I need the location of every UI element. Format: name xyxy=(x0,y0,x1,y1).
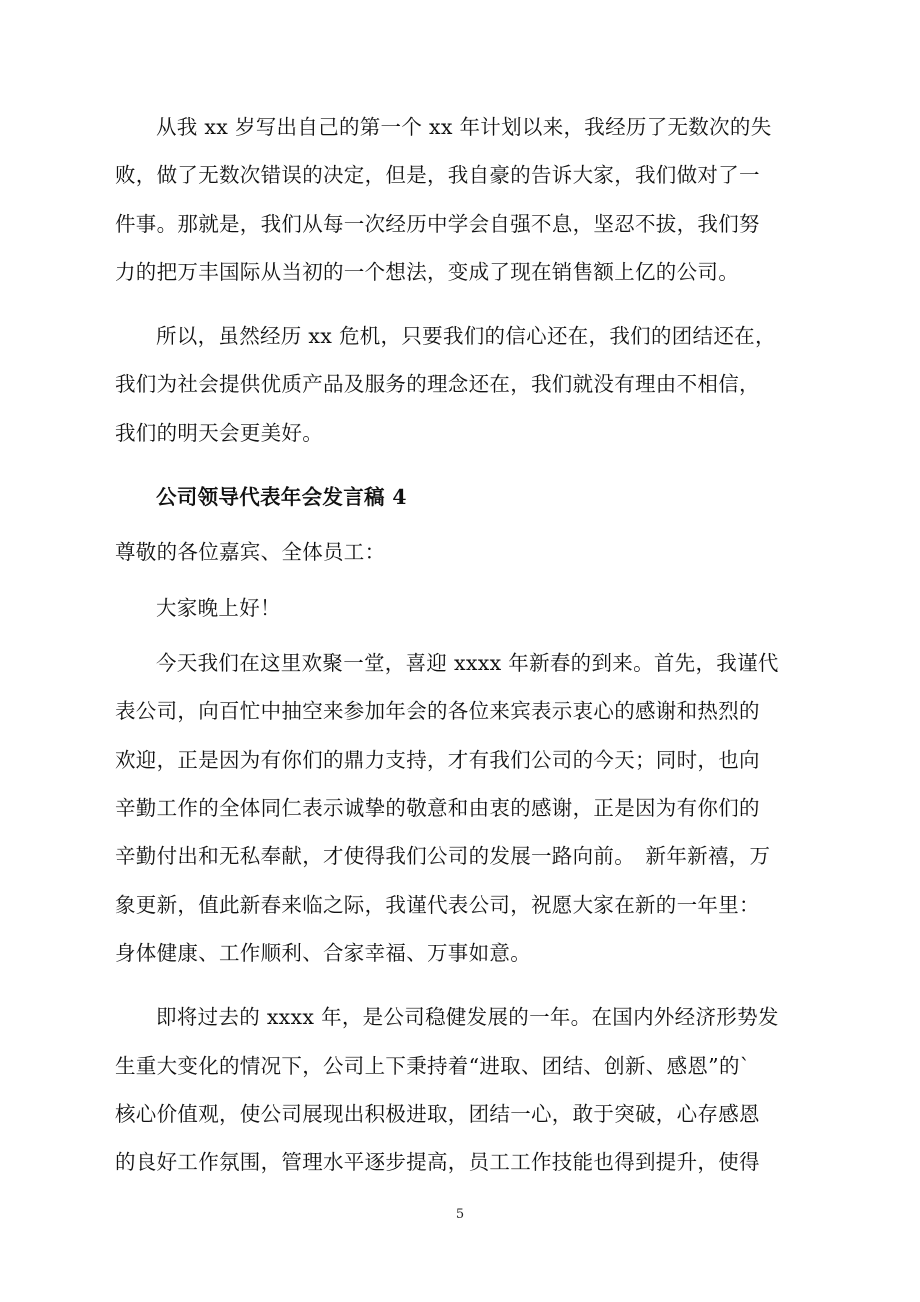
text-line: 核心价值观，使公司展现出积极进取，团结一心，敢于突破，心存感恩 xyxy=(115,1101,760,1126)
paragraph-confidence xyxy=(115,312,807,457)
text-line: 件事。那就是，我们从每一次经历中学会自强不息，坚忍不拔，我们努 xyxy=(115,211,760,236)
document-body xyxy=(115,103,807,1187)
text-line: 败，做了无数次错误的决定，但是，我自豪的告诉大家，我们做对了一 xyxy=(115,163,760,188)
paragraph-spacer xyxy=(115,632,807,639)
paragraph-spacer xyxy=(115,521,807,528)
paragraph-spacer xyxy=(115,978,807,994)
paragraph-spacer xyxy=(115,297,807,313)
text-line: 从我 xx 岁写出自己的第一个 xx 年计划以来，我经历了无数次的失 xyxy=(156,115,772,139)
text-line: 我们为社会提供优质产品及服务的理念还在，我们就没有理由不相信， xyxy=(115,372,760,397)
paragraph-year-review xyxy=(115,993,807,1187)
salutation xyxy=(115,528,807,576)
text-line: 今天我们在这里欢聚一堂，喜迎 xxxx 年新春的到来。首先，我谨代 xyxy=(156,650,779,675)
section-heading xyxy=(115,473,807,521)
text-line: 生重大变化的情况下，公司上下秉持着“进取、团结、创新、感恩”的` xyxy=(115,1053,751,1078)
page-number: 5 xyxy=(455,1207,465,1222)
text-line: 欢迎，正是因为有你们的鼎力支持，才有我们公司的今天；同时，也向 xyxy=(115,747,760,772)
text-line: 所以，虽然经历 xx 危机，只要我们的信心还在，我们的团结还在， xyxy=(156,324,776,349)
paragraph-spacer xyxy=(115,457,807,473)
text-line: 象更新，值此新春来临之际，我谨代表公司，祝愿大家在新的一年里： xyxy=(115,892,760,917)
text-line: 我们的明天会更美好。 xyxy=(115,420,323,445)
text-line: 力的把万丰国际从当初的一个想法，变成了现在销售额上亿的公司。 xyxy=(115,260,739,285)
paragraph-plan-history xyxy=(115,103,807,297)
greeting-text: 大家晚上好！ xyxy=(156,595,281,620)
text-line: 的良好工作氛围，管理水平逐步提高，员工工作技能也得到提升，使得 xyxy=(115,1150,760,1175)
text-line: 辛勤工作的全体同仁表示诚挚的敬意和由衷的感谢，正是因为有你们的 xyxy=(115,796,760,821)
paragraph-new-year xyxy=(115,639,807,978)
text-line: 表公司，向百忙中抽空来参加年会的各位来宾表示衷心的感谢和热烈的 xyxy=(115,699,760,724)
text-line: 身体健康、工作顺利、合家幸福、万事如意。 xyxy=(115,941,531,966)
text-line: 辛勤付出和无私奉献，才使得我们公司的发展一路向前。 新年新禧，万 xyxy=(115,844,771,869)
text-line: 即将过去的 xxxx 年，是公司稳健发展的一年。在国内外经济形势发 xyxy=(156,1005,779,1030)
paragraph-spacer xyxy=(115,577,807,584)
salutation-text: 尊敬的各位嘉宾、全体员工： xyxy=(115,540,386,565)
greeting xyxy=(115,584,807,632)
heading-text: 公司领导代表年会发言稿 4 xyxy=(156,484,407,509)
